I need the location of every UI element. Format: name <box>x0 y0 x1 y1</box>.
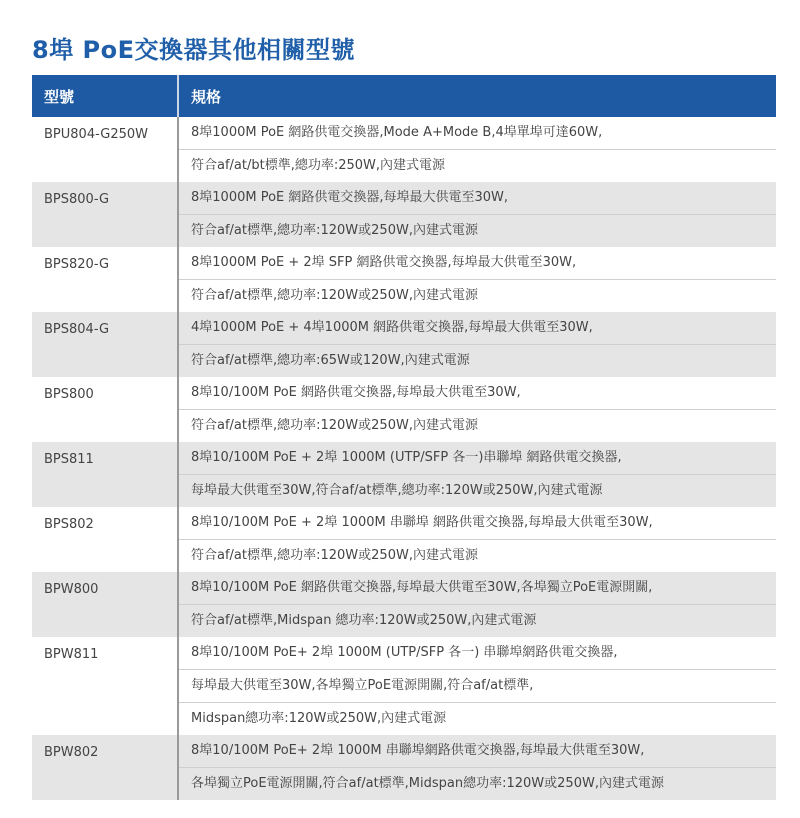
spec-line: 8埠1000M PoE + 2埠 SFP 網路供電交換器,每埠最大供電至30W, <box>191 255 577 270</box>
spec-line: 符合af/at/bt標準,總功率:250W,內建式電源 <box>179 149 776 182</box>
spec-line: 符合af/at標準,總功率:65W或120W,內建式電源 <box>179 344 776 377</box>
spec-line: 符合af/at標準,總功率:120W或250W,內建式電源 <box>179 214 776 247</box>
model-cell: BPW802 <box>32 735 178 800</box>
spec-line: 符合af/at標準,總功率:120W或250W,內建式電源 <box>179 539 776 572</box>
spec-line: 8埠10/100M PoE + 2埠 1000M (UTP/SFP 各一)串聯埠 網路供電交換器, <box>191 450 622 465</box>
model-cell: BPU804-G250W <box>32 117 178 182</box>
spec-line: 8埠10/100M PoE 網路供電交換器,每埠最大供電至30W,各埠獨立PoE電源開關, <box>191 580 653 595</box>
model-cell: BPS802 <box>32 507 178 572</box>
header-model: 型號 <box>32 75 178 117</box>
spec-line: 8埠10/100M PoE+ 2埠 1000M 串聯埠網路供電交換器,每埠最大供電至30W, <box>191 743 645 758</box>
spec-line: 8埠10/100M PoE+ 2埠 1000M (UTP/SFP 各一) 串聯埠網路供電交換器, <box>191 645 618 660</box>
spec-line: 符合af/at標準,總功率:120W或250W,內建式電源 <box>179 409 776 442</box>
spec-line: Midspan總功率:120W或250W,內建式電源 <box>179 702 776 735</box>
table-body <box>32 117 776 800</box>
spec-line: 符合af/at標準,總功率:120W或250W,內建式電源 <box>179 279 776 312</box>
model-cell: BPS804-G <box>32 312 178 377</box>
table-row <box>32 247 776 312</box>
model-cell: BPS800 <box>32 377 178 442</box>
spec-line: 8埠10/100M PoE 網路供電交換器,每埠最大供電至30W, <box>191 385 521 400</box>
spec-cell <box>178 442 776 507</box>
spec-cell <box>178 117 776 182</box>
header-spec: 規格 <box>178 75 776 117</box>
spec-line: 8埠10/100M PoE + 2埠 1000M 串聯埠 網路供電交換器,每埠最大供電至30W, <box>191 515 653 530</box>
spec-cell <box>178 572 776 637</box>
spec-cell <box>178 182 776 247</box>
table-row <box>32 735 776 800</box>
table-row <box>32 637 776 735</box>
spec-line: 8埠1000M PoE 網路供電交換器,Mode A+Mode B,4埠單埠可達60W, <box>191 125 603 140</box>
table-row <box>32 312 776 377</box>
table-row <box>32 377 776 442</box>
table-row <box>32 507 776 572</box>
model-cell: BPS820-G <box>32 247 178 312</box>
spec-cell <box>178 637 776 735</box>
spec-line: 每埠最大供電至30W,各埠獨立PoE電源開關,符合af/at標準, <box>179 669 776 702</box>
model-cell: BPS800-G <box>32 182 178 247</box>
table-row <box>32 182 776 247</box>
table-row <box>32 572 776 637</box>
model-spec-table <box>32 75 776 800</box>
spec-line: 8埠1000M PoE 網路供電交換器,每埠最大供電至30W, <box>191 190 509 205</box>
spec-line: 各埠獨立PoE電源開關,符合af/at標準,Midspan總功率:120W或250W,內建式電源 <box>179 767 776 800</box>
page-title: 8埠 PoE交換器其他相關型號 <box>32 36 356 64</box>
spec-cell <box>178 377 776 442</box>
model-cell: BPS811 <box>32 442 178 507</box>
model-cell: BPW811 <box>32 637 178 735</box>
spec-line: 每埠最大供電至30W,符合af/at標準,總功率:120W或250W,內建式電源 <box>179 474 776 507</box>
table-header-row <box>32 75 776 117</box>
spec-line: 符合af/at標準,Midspan 總功率:120W或250W,內建式電源 <box>179 604 776 637</box>
table-row <box>32 117 776 182</box>
spec-cell <box>178 312 776 377</box>
spec-line: 4埠1000M PoE + 4埠1000M 網路供電交換器,每埠最大供電至30W, <box>191 320 593 335</box>
model-cell: BPW800 <box>32 572 178 637</box>
spec-cell <box>178 735 776 800</box>
table-row <box>32 442 776 507</box>
spec-cell <box>178 247 776 312</box>
spec-cell <box>178 507 776 572</box>
